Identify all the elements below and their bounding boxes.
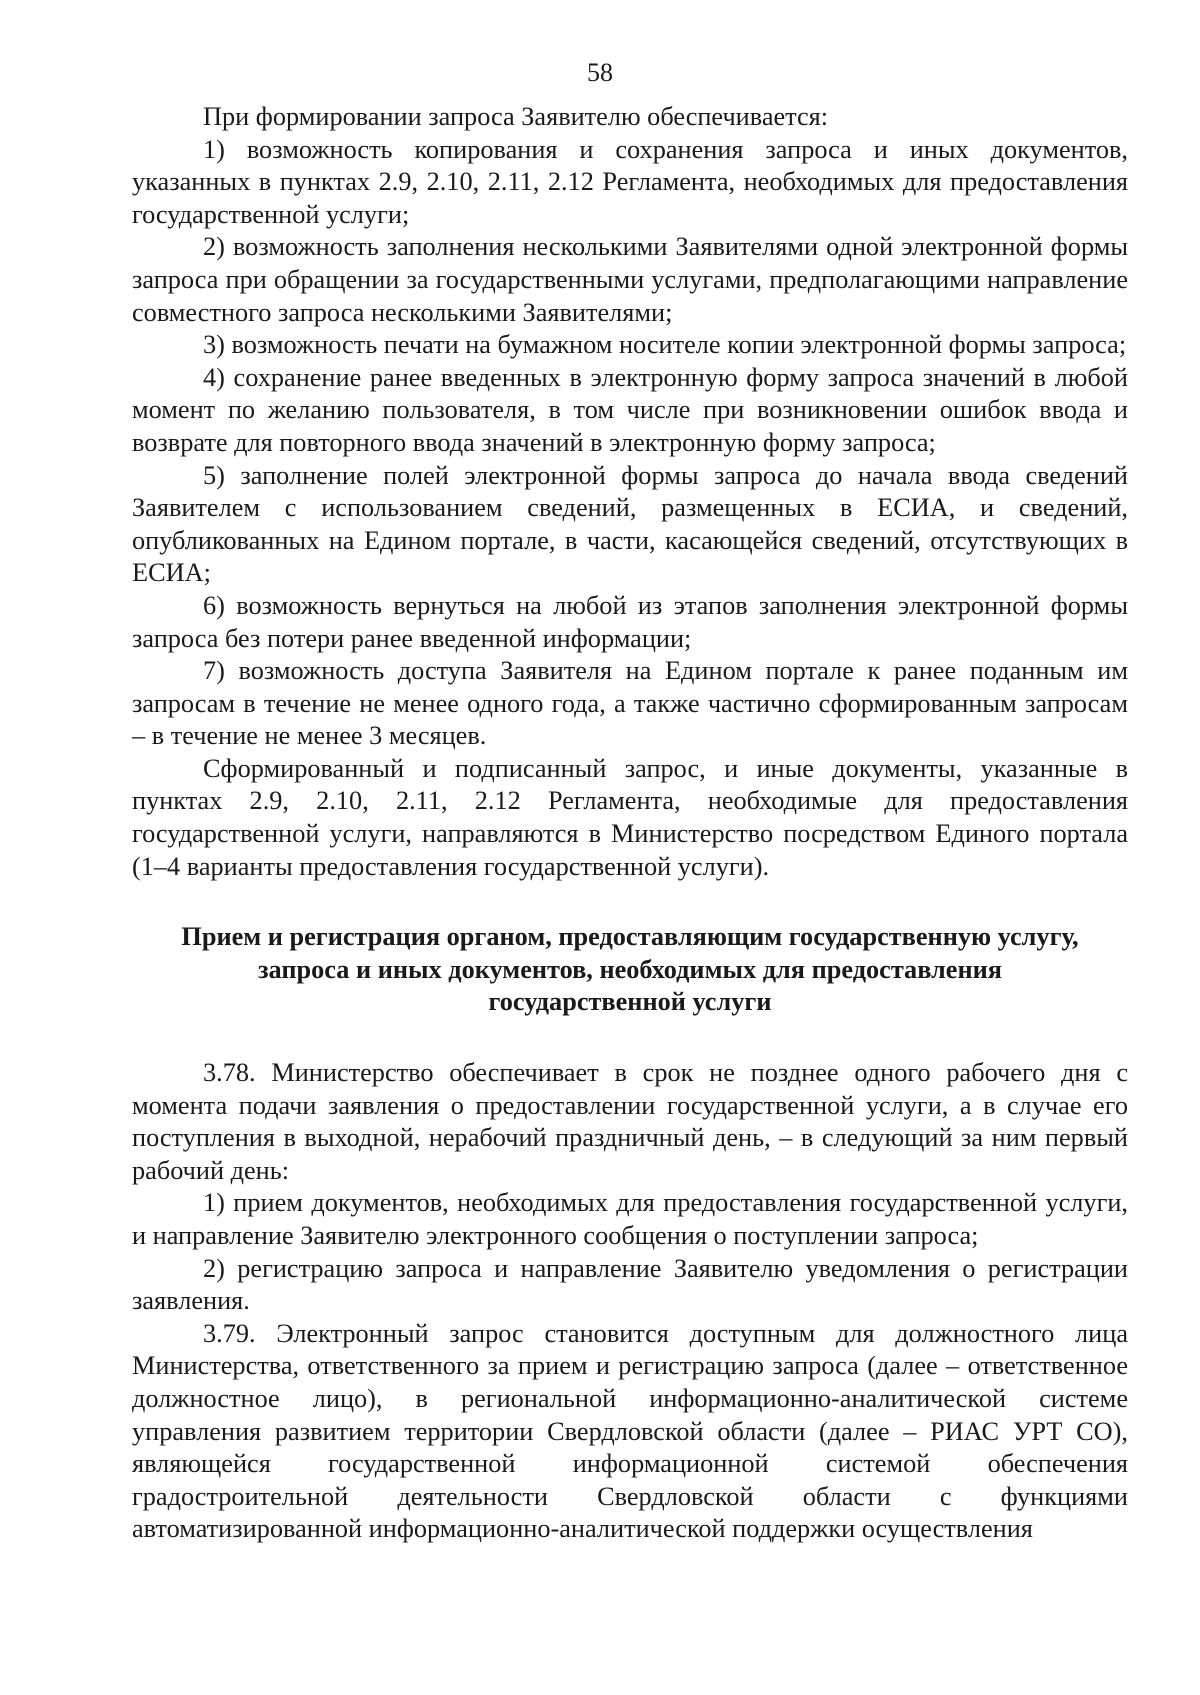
section-heading — [132, 921, 1128, 1019]
list-item-4: 4) сохранение ранее введенных в электронную форму запроса значений в любой момент по желанию пользователя, в том числе при возникновении ошибок ввода и возврате для повторного ввода значений в электронную форму запроса; — [132, 362, 1128, 457]
heading-line-2: запроса и иных документов, необходимых для предоставления — [257, 954, 1003, 984]
clause-3-78-item-2: 2) регистрацию запроса и направление Заявителю уведомления о регистрации заявления. — [132, 1253, 1128, 1316]
list-item-3: 3) возможность печати на бумажном носителе копии электронной формы запроса; — [203, 330, 1127, 360]
page-number: 58 — [587, 58, 613, 87]
clause-3-78: 3.78. Министерство обеспечивает в срок не позднее одного рабочего дня с момента подачи заявления о предоставлении государственной услуги, а в случае его поступления в выходной, нерабочий праздничный день, – в следующий за ним первый рабочий день: — [132, 1058, 1128, 1185]
heading-line-1: Прием и регистрация органом, предоставляющим государственную услугу, — [181, 922, 1079, 952]
paragraph-intro: При формировании запроса Заявителю обеспечивается: — [203, 102, 829, 131]
list-item-5: 5) заполнение полей электронной формы запроса до начала ввода сведений Заявителем с использованием сведений, размещенных в ЕСИА, и сведений, опубликованных на Едином портале, в части, касающейся сведений, отсутствующих в ЕСИА; — [132, 460, 1128, 588]
heading-line-3: государственной услуги — [488, 987, 772, 1017]
section-reception-registration — [132, 1057, 1128, 1546]
clause-3-79: 3.79. Электронный запрос становится доступным для должностного лица Министерства, ответственного за прием и регистрацию запроса (далее – ответственное должностное лицо), в региональной информационно-аналитической системе управления развитием территории Свердловской области (далее – РИАС УРТ СО), являющейся государственной информационной системой обеспечения градостроительной деятельности Свердловской области с функциями автоматизированной информационно-аналитической поддержки осуществления — [132, 1318, 1128, 1544]
section-electronic-request-features — [132, 101, 1128, 883]
clause-3-78-item-1: 1) прием документов, необходимых для предоставления государственной услуги, и направление Заявителю электронного сообщения о поступлении запроса; — [132, 1188, 1128, 1250]
list-item-7: 7) возможность доступа Заявителя на Едином портале к ранее поданным им запросам в течение не менее одного года, а также частично сформированным запросам – в течение не менее 3 месяцев. — [132, 656, 1128, 751]
list-item-2: 2) возможность заполнения несколькими Заявителями одной электронной формы запроса при обращении за государственными услугами, предполагающими направление совместного запроса несколькими Заявителями; — [132, 232, 1128, 327]
document-body — [132, 101, 1128, 1546]
list-item-1: 1) возможность копирования и сохранения запроса и иных документов, указанных в пунктах 2.9, 2.10, 2.11, 2.12 Регламента, необходимых для предоставления государственной услуги; — [132, 134, 1128, 229]
paragraph-submission: Сформированный и подписанный запрос, и иные документы, указанные в пунктах 2.9, 2.10, 2.11, 2.12 Регламента, необходимые для предоставления государственной услуги, направляются в Министерство посредством Единого портала (1–4 варианты предоставления государственной услуги). — [132, 753, 1128, 881]
heading-spacer — [132, 1019, 1128, 1057]
list-item-6: 6) возможность вернуться на любой из этапов заполнения электронной формы запроса без потери ранее введенной информации; — [132, 590, 1128, 653]
